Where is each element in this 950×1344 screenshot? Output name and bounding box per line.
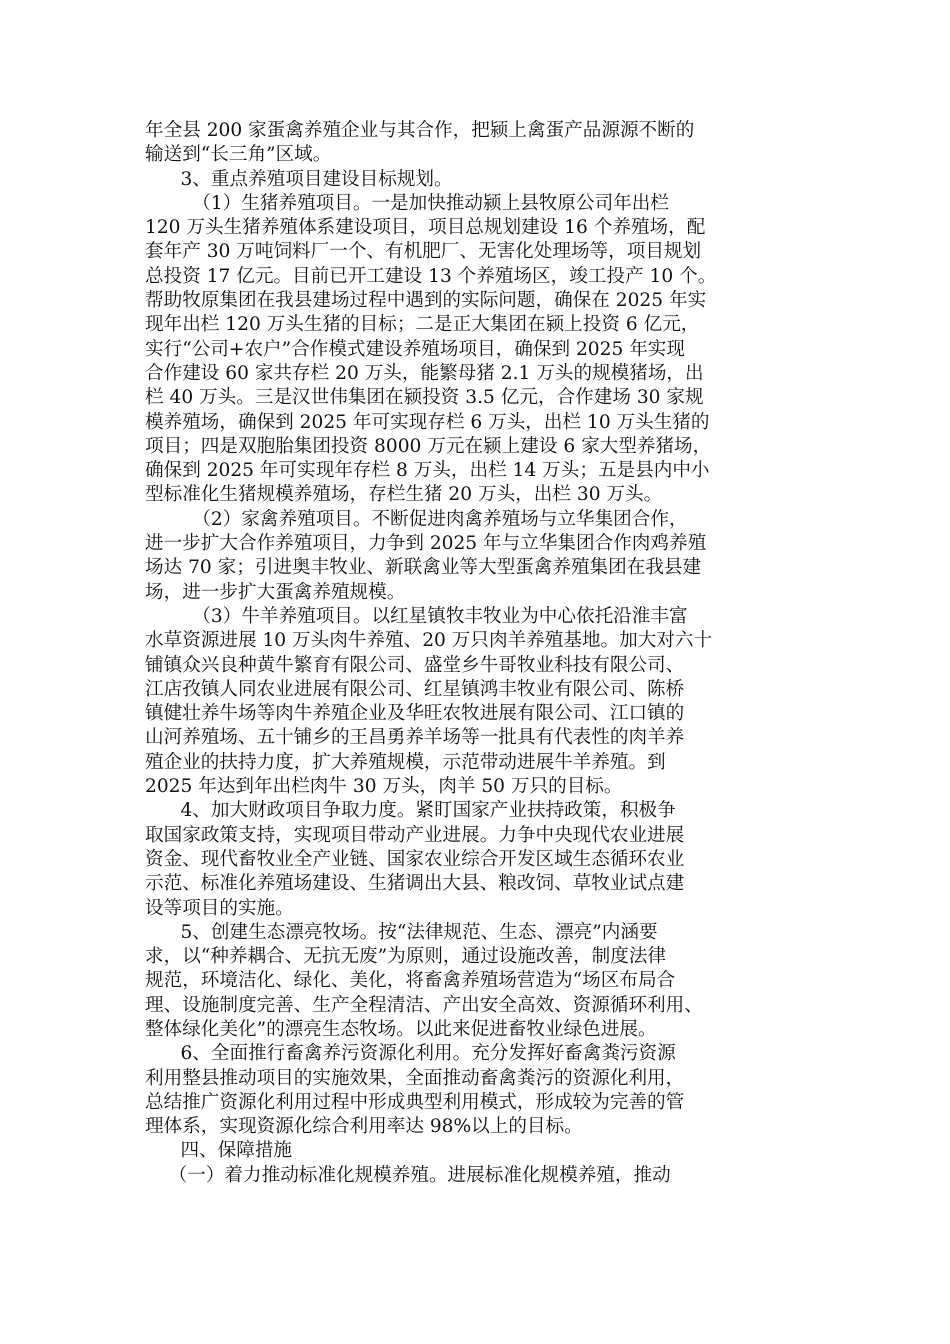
text-line: 整体绿化美化”的漂亮生态牧场。以此来促进畜牧业绿色进展。 bbox=[145, 1018, 657, 1040]
section-heading: 5、创建生态漂亮牧场。按“法律规范、生态、漂亮”内涵要 bbox=[145, 921, 658, 943]
text-line: （2）家禽养殖项目。不断促进肉禽养殖场与立华集团合作， bbox=[145, 508, 688, 530]
text-line: （一）着力推动标准化规模养殖。进展标准化规模养殖，推动 bbox=[145, 1164, 671, 1186]
text-line: 利用整县推动项目的实施效果，全面推动畜禽粪污的资源化利用， bbox=[145, 1067, 685, 1089]
text-line: （3）牛羊养殖项目。以红星镇牧丰牧业为中心依托沿淮丰富 bbox=[145, 605, 688, 627]
text-line: 确保到 2025 年可实现年存栏 8 万头，出栏 14 万头；五是县内中小 bbox=[145, 460, 710, 482]
text-line: （1）生猪养殖项目。一是加快推动颍上县牧原公司年出栏 bbox=[145, 192, 669, 214]
document-body bbox=[145, 119, 815, 1188]
text-line: 殖企业的扶持力度，扩大养殖规模，示范带动进展牛羊养殖。到 bbox=[145, 751, 666, 773]
section-heading: 3、重点养殖项目建设目标规划。 bbox=[145, 168, 453, 190]
text-line: 江店孜镇人同农业进展有限公司、红星镇鸿丰牧业有限公司、陈桥 bbox=[145, 678, 685, 700]
text-line: 型标准化生猪规模养殖场，存栏生猪 20 万头，出栏 30 万头。 bbox=[145, 484, 663, 506]
text-line: 栏 40 万头。三是汉世伟集团在颍投资 3.5 亿元，合作建场 30 家规 bbox=[145, 387, 704, 409]
text-line: 取国家政策支持，实现项目带动产业进展。力争中央现代农业进展 bbox=[145, 824, 685, 846]
text-line: 输送到“长三角”区域。 bbox=[145, 144, 332, 166]
text-line: 规范，环境洁化、绿化、美化，将畜禽养殖场营造为“场区布局合 bbox=[145, 970, 676, 992]
text-line: 年全县 200 家蛋禽养殖企业与其合作，把颍上禽蛋产品源源不断的 bbox=[145, 120, 695, 141]
text-line: 理、设施制度完善、生产全程清洁、产出安全高效、资源循环利用、 bbox=[145, 994, 703, 1016]
text-line: 场，进一步扩大蛋禽养殖规模。 bbox=[145, 581, 406, 603]
text-line: 模养殖场，确保到 2025 年可实现存栏 6 万头，出栏 10 万头生猪的 bbox=[145, 411, 710, 433]
text-line: 设等项目的实施。 bbox=[145, 897, 294, 919]
text-line: 资金、现代畜牧业全产业链、国家农业综合开发区域生态循环农业 bbox=[145, 848, 685, 870]
text-line: 水草资源进展 10 万头肉牛养殖、20 万只肉羊养殖基地。加大对六十 bbox=[145, 630, 713, 652]
text-line: 2025 年达到年出栏肉牛 30 万头，肉羊 50 万只的目标。 bbox=[145, 776, 623, 798]
text-line: 总投资 17 亿元。目前已开工建设 13 个养殖场区，竣工投产 10 个。 bbox=[145, 265, 717, 287]
text-line: 套年产 30 万吨饲料厂一个、有机肥厂、无害化处理场等，项目规划 bbox=[145, 241, 702, 263]
text-line: 理体系，实现资源化综合利用率达 98%以上的目标。 bbox=[145, 1116, 583, 1138]
section-heading: 4、加大财政项目争取力度。紧盯国家产业扶持政策，积极争 bbox=[145, 800, 676, 822]
text-line: 铺镇众兴良种黄牛繁育有限公司、盛堂乡牛哥牧业科技有限公司、 bbox=[145, 654, 685, 676]
text-line: 进一步扩大合作养殖项目，力争到 2025 年与立华集团合作肉鸡养殖 bbox=[145, 533, 707, 555]
text-line: 合作建设 60 家共存栏 20 万头，能繁母猪 2.1 万头的规模猪场，出 bbox=[145, 362, 704, 384]
text-line: 示范、标准化养殖场建设、生猪调出大县、粮改饲、草牧业试点建 bbox=[145, 873, 685, 895]
text-line: 项目；四是双胞胎集团投资 8000 万元在颍上建设 6 家大型养猪场， bbox=[145, 435, 712, 457]
text-line: 场达 70 家；引进奥丰牧业、新联禽业等大型蛋禽养殖集团在我县建 bbox=[145, 557, 702, 579]
text-line: 总结推广资源化利用过程中形成典型利用模式，形成较为完善的管 bbox=[145, 1091, 685, 1113]
text-line: 实行“公司+农户”合作模式建设养殖场项目，确保到 2025 年实现 bbox=[145, 338, 685, 360]
chapter-heading: 四、保障措施 bbox=[145, 1140, 293, 1162]
text-line: 帮助牧原集团在我县建场过程中遇到的实际问题，确保在 2025 年实 bbox=[145, 290, 707, 312]
text-line: 120 万头生猪养殖体系建设项目，项目总规划建设 16 个养殖场，配 bbox=[145, 217, 706, 239]
text-line: 镇健壮养牛场等肉牛养殖企业及华旺农牧进展有限公司、江口镇的 bbox=[145, 703, 685, 725]
text-line: 求，以“种养耦合、无抗无废”为原则，通过设施改善，制度法律 bbox=[145, 946, 667, 968]
section-heading: 6、全面推行畜禽养污资源化利用。充分发挥好畜禽粪污资源 bbox=[145, 1043, 676, 1065]
text-line: 山河养殖场、五十铺乡的王昌勇养羊场等一批具有代表性的肉羊养 bbox=[145, 727, 685, 749]
text-line: 现年出栏 120 万头生猪的目标；二是正大集团在颍上投资 6 亿元， bbox=[145, 314, 700, 336]
